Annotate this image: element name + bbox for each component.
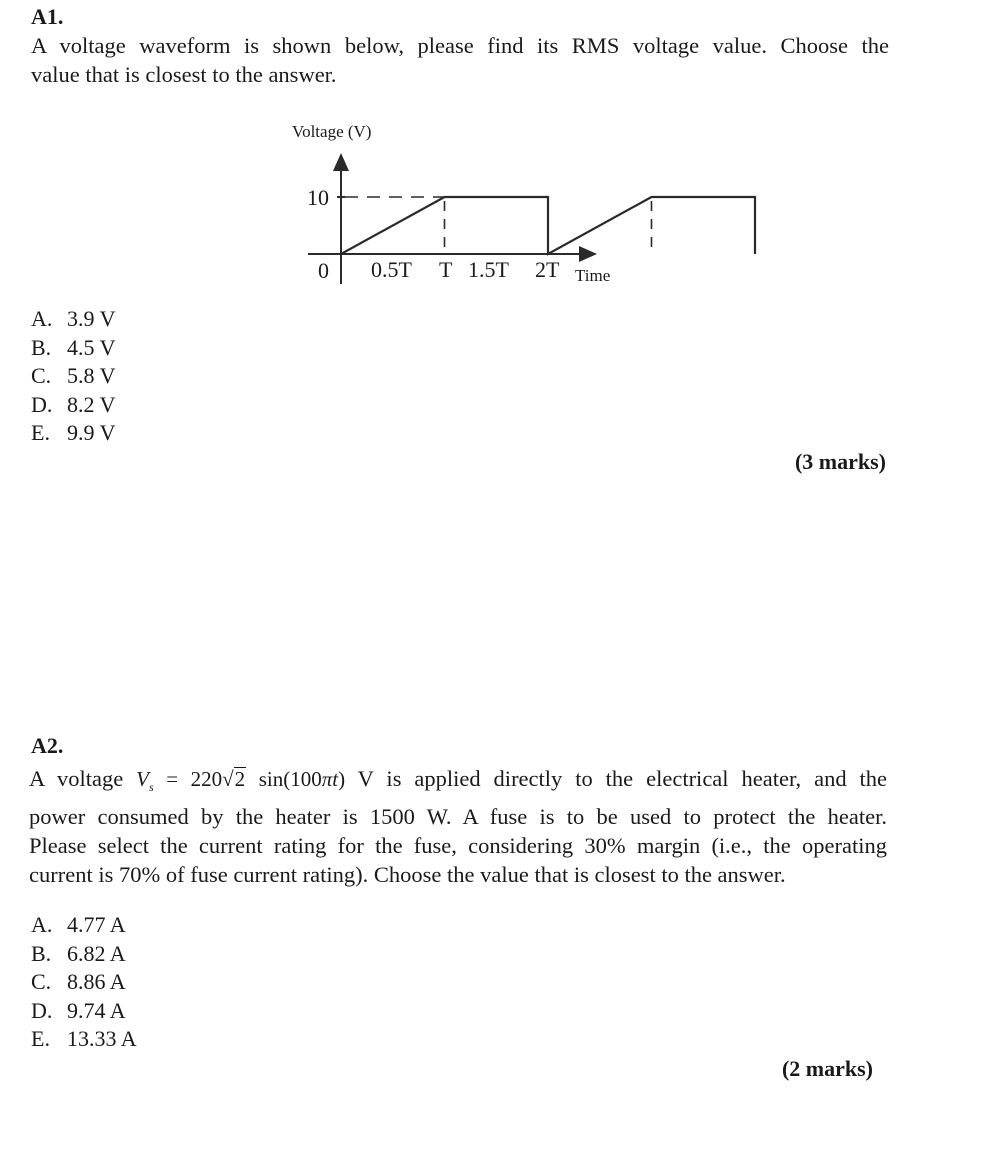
option-c[interactable] <box>31 968 137 997</box>
question-a2-line-1 <box>29 764 887 802</box>
x-tick-label-1.5t: 1.5T <box>468 257 509 282</box>
option-text: 5.8 V <box>67 363 116 388</box>
option-text: 4.5 V <box>67 334 116 360</box>
option-a[interactable] <box>31 305 116 334</box>
waveform-chart <box>0 0 992 320</box>
option-text: 8.2 V <box>67 391 116 417</box>
voltage-waveform <box>341 197 755 254</box>
y-tick-label: 10 <box>307 185 329 210</box>
option-b[interactable] <box>31 940 137 969</box>
option-d[interactable] <box>31 997 137 1026</box>
math-close: ) <box>338 767 346 791</box>
y-axis-arrow <box>333 153 349 171</box>
option-e[interactable] <box>31 1025 137 1054</box>
option-letter: C. <box>31 363 52 388</box>
question-a2-marks: (2 marks) <box>781 1056 873 1081</box>
question-a1-options <box>31 305 116 448</box>
x-tick-label-t: T <box>439 257 453 282</box>
question-a1-label: A1. <box>31 4 64 29</box>
question-a2-line-4: current is 70% of fuse current rating). Choose the value that is closest to the answer. <box>29 862 786 887</box>
voltage-equation <box>136 767 346 794</box>
sqrt-symbol: √ <box>222 767 234 791</box>
option-text: 4.77 A <box>67 912 126 937</box>
math-subscript: s <box>148 780 154 794</box>
x-tick-label-2t: 2T <box>535 257 560 282</box>
x-axis-arrow <box>579 246 597 262</box>
option-text: 9.9 V <box>67 420 116 445</box>
option-text: 6.82 A <box>67 940 126 966</box>
option-a[interactable] <box>31 911 137 940</box>
option-letter: E. <box>31 420 50 445</box>
question-a2-options <box>31 911 137 1054</box>
question-a2-line-3: Please select the current rating for the fuse, considering 30% margin (i.e., the operating <box>29 833 887 858</box>
question-a2-line-2: power consumed by the heater is 1500 W. A fuse is to be used to protect the heater. <box>29 804 887 829</box>
option-letter: E. <box>31 1026 50 1051</box>
question-a1-line-1: A voltage waveform is shown below, please find its RMS voltage value. Choose the <box>31 33 889 58</box>
option-c[interactable] <box>31 362 116 391</box>
option-letter: B. <box>31 940 52 966</box>
math-eq: = 220 <box>153 767 223 791</box>
option-letter: A. <box>31 306 53 331</box>
question-a1-line-2: value that is closest to the answer. <box>31 62 337 87</box>
question-a2-text <box>29 764 887 889</box>
x-tick-label-0.5t: 0.5T <box>371 257 412 282</box>
option-letter: D. <box>31 391 53 417</box>
math-v: V <box>136 767 149 791</box>
option-letter: B. <box>31 334 52 360</box>
option-letter: A. <box>31 912 53 937</box>
x-tick-label-0: 0 <box>318 258 329 283</box>
option-b[interactable] <box>31 334 116 363</box>
option-letter: C. <box>31 969 52 994</box>
line-text: A voltage <box>29 766 124 791</box>
math-pi-t: πt <box>321 767 339 791</box>
sqrt-argument: 2 <box>234 767 246 791</box>
y-axis-label: Voltage (V) <box>292 122 372 141</box>
question-a1-marks: (3 marks) <box>794 449 886 474</box>
option-text: 13.33 A <box>67 1026 137 1051</box>
math-sin: sin(100 <box>246 767 322 791</box>
option-e[interactable] <box>31 419 116 448</box>
option-text: 3.9 V <box>67 306 116 331</box>
question-a2-label: A2. <box>31 733 64 758</box>
option-text: 8.86 A <box>67 969 126 994</box>
x-axis-label: Time <box>575 266 611 285</box>
option-letter: D. <box>31 997 53 1023</box>
option-text: 9.74 A <box>67 997 126 1023</box>
option-d[interactable] <box>31 391 116 420</box>
line-text: V is applied directly to the electrical heater, and the <box>345 766 888 791</box>
